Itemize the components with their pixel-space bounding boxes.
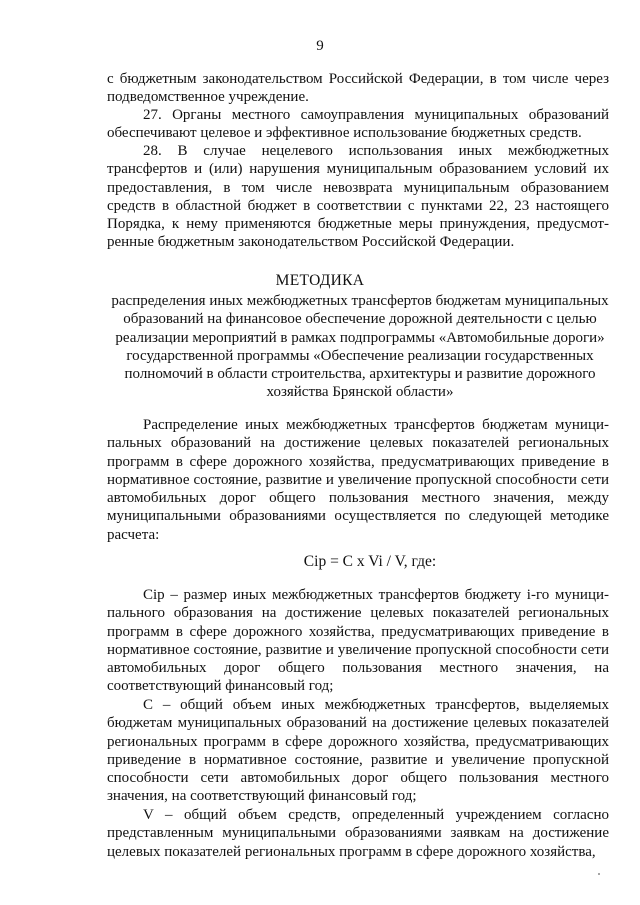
definition-c: С – общий объем иных межбюджетных трансфертов, выделяемых бюджетам муниципальных образований на достижение целевых показателей региональных программ в сфере дорожного хозяйства, предусматривающих приведение в нормативное состояние, развитие и увеличение пропускной способности сети автомобильных дорог общего пользования местного значения, на соответствующий финансовый год;	[107, 697, 609, 805]
allocation-formula: Ci‌р = С x Vi / V, где:	[303, 553, 437, 570]
paragraph-27: 27. Органы местного самоуправления муниципальных образований обеспечивают целевое и эффективное использование бюджетных средств.	[107, 107, 609, 142]
paragraph-28: 28. В случае нецелевого использования иных межбюджетных трансфертов и (или) нарушения муниципальным образованием условий их предоставления, в том числе невозврата муниципальным образованием средств в областной бюджет в соответствии с пунктами 22, 23 настоящего Порядка, к нему применяются бюджетные меры принуждения, предусмот-ренные бюджетным законодательством Российской Федерации.	[107, 143, 609, 251]
definition-ci: Ciр – размер иных межбюджетных трансфертов бюджету i-го муници-пального образования на достижение целевых показателей региональных программ в сфере дорожного хозяйства, предусматривающих приведение в нормативное состояние, развитие и увеличение пропускной способности сети автомобильных дорог общего пользования местного значения, на соответствующий финансовый год;	[107, 587, 609, 695]
scan-speck	[598, 873, 600, 875]
page-number: 9	[316, 38, 324, 54]
methodology-intro: Распределение иных межбюджетных трансфертов бюджетам муници-пальных образований на достижение целевых показателей региональных программ в сфере дорожного хозяйства, предусматривающих приведение в нормативное состояние, развитие и увеличение пропускной способности сети автомобильных дорог общего пользования местного значения, между муниципальными образованиями осуществляется по следующей методике расчета:	[107, 417, 609, 543]
methodology-subtitle: распределения иных межбюджетных трансфертов бюджетам муниципальных образований на финансовое обеспечение дорожной деятельности с целью реализации мероприятий в рамках подпрограммы «Автомобильные дороги» государственной программы «Обеспечение реализации государственных полномочий в области строительства, архитектуры и развитие дорожного хозяйства Брянской области»	[111, 293, 609, 401]
paragraph-continuation: с бюджетным законодательством Российской Федерации, в том числе через подведомственное учреждение.	[107, 71, 609, 106]
methodology-title: МЕТОДИКА	[275, 272, 365, 289]
definition-v: V – общий объем средств, определенный учреждением согласно представленным муниципальными образованиями заявкам на достижение целевых показателей региональных программ в сфере дорожного хозяйства,	[107, 807, 609, 860]
